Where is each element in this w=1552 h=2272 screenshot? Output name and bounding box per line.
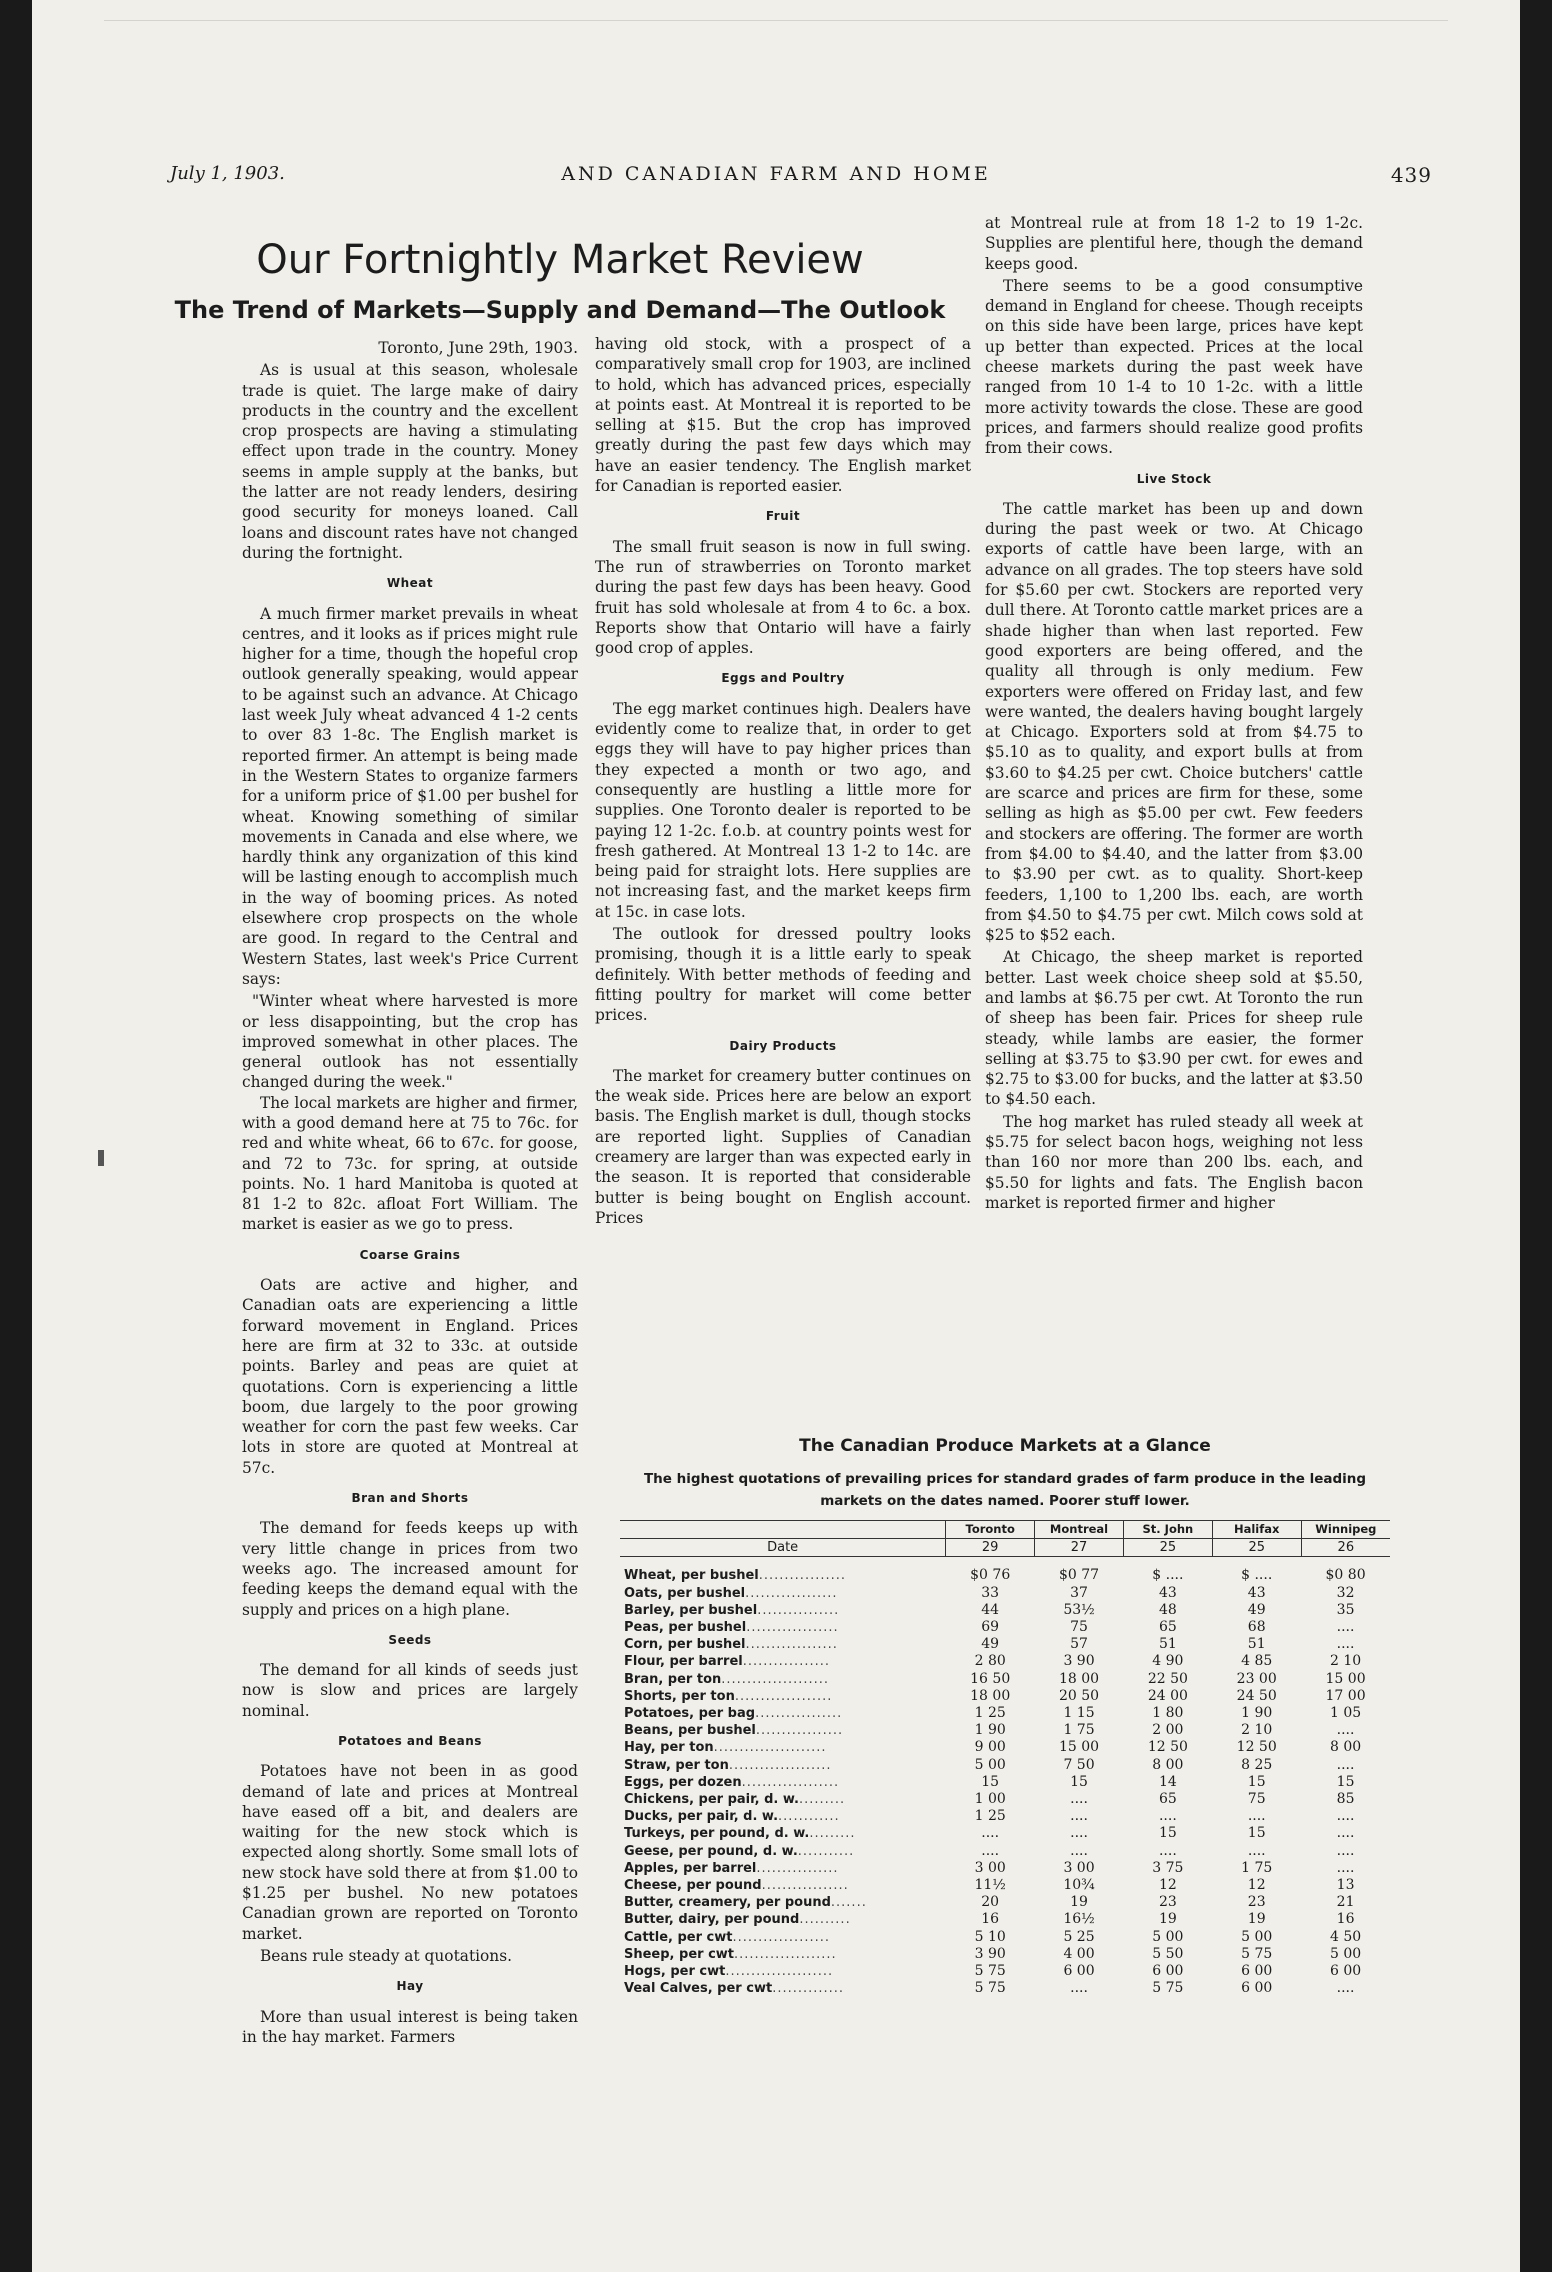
table-row	[620, 1808, 1390, 1825]
price-cell: 5 10	[974, 1928, 1006, 1945]
price-cell: 3 00	[974, 1859, 1006, 1876]
price-cell: 5 75	[1152, 1980, 1184, 1997]
price-cell: 65	[1158, 1619, 1177, 1636]
article-headline: Our Fortnightly Market Review	[256, 236, 864, 283]
price-cell: 5 75	[974, 1963, 1006, 1980]
table-header-markets	[620, 1521, 1390, 1539]
leader-dots: .....................	[721, 1671, 830, 1687]
commodity-label: Potatoes, per bag	[624, 1706, 756, 1722]
commodity-cell	[620, 1585, 946, 1602]
section-heading: Fruit	[765, 509, 801, 524]
commodity-label: Straw, per ton	[624, 1757, 729, 1773]
price-cell: 5 50	[1152, 1945, 1184, 1962]
leader-dots: ...................	[732, 1929, 830, 1945]
market-header: Winnipeg	[1301, 1521, 1390, 1539]
price-cell: ....	[1336, 1808, 1355, 1825]
price-cell: 1 75	[1063, 1722, 1095, 1739]
price-cell: 75	[1247, 1791, 1266, 1808]
price-cell: 1 25	[974, 1705, 1006, 1722]
price-cell: ....	[1070, 1980, 1088, 1997]
paragraph: The local markets are higher and firmer, with a good demand here at 75 to 76c. for red and white wheat, 66 to 67c. for goose, and 72 to 73c. for spring, at outside points. No. 1 hard Manitoba is quoted at 81 1-2 to 82c. afloat Fort William. The market is easier as we go to press.	[242, 1093, 578, 1234]
price-cell: 16	[981, 1911, 1000, 1928]
price-cell: 23 00	[1236, 1670, 1277, 1687]
price-cell: 4 50	[1329, 1928, 1362, 1945]
price-cell: 15 00	[1325, 1670, 1366, 1687]
leader-dots: .........	[809, 1826, 856, 1842]
price-cell: 35	[1336, 1601, 1355, 1618]
issue-date: July 1, 1903.	[170, 163, 285, 184]
price-cell: 18 00	[970, 1687, 1011, 1704]
price-cell: 4 90	[1152, 1653, 1184, 1670]
price-cell: ....	[1070, 1791, 1088, 1808]
price-cell: 6 00	[1152, 1963, 1184, 1980]
price-cell: 12 50	[1147, 1739, 1188, 1756]
table-header-days	[620, 1539, 1390, 1557]
price-cell: 10¾	[1063, 1877, 1095, 1894]
leader-dots: .....................	[725, 1964, 834, 1980]
price-cell: $0 77	[1058, 1567, 1100, 1584]
price-cell: 15	[1247, 1773, 1266, 1790]
price-cell: 75	[1070, 1619, 1088, 1636]
price-cell: 5 25	[1063, 1928, 1095, 1945]
price-cell: 3 90	[1063, 1653, 1095, 1670]
commodity-cell	[620, 1757, 946, 1774]
price-cell: 19	[1158, 1911, 1177, 1928]
price-cell: 1 05	[1329, 1705, 1362, 1722]
commodity-cell	[620, 1860, 946, 1877]
price-cell: 19	[1247, 1911, 1266, 1928]
price-cell: 5 00	[1241, 1928, 1273, 1945]
price-cell: 12	[1247, 1877, 1266, 1894]
price-cell: 12	[1158, 1877, 1177, 1894]
price-cell: 2 10	[1329, 1653, 1362, 1670]
price-cell: 7 50	[1063, 1756, 1095, 1773]
price-cell: 57	[1070, 1636, 1088, 1653]
commodity-cell	[620, 1636, 946, 1653]
price-cell: 65	[1158, 1791, 1177, 1808]
price-cell: 6 00	[1241, 1963, 1273, 1980]
price-cell: 21	[1336, 1894, 1355, 1911]
price-cell: 44	[981, 1601, 1000, 1618]
price-cell: 1 15	[1063, 1705, 1095, 1722]
leader-dots: ..........	[799, 1912, 851, 1928]
price-cell: 1 75	[1241, 1859, 1273, 1876]
price-cell: 37	[1070, 1584, 1088, 1601]
commodity-label: Turkeys, per pound, d. w.	[624, 1826, 810, 1842]
paragraph: Oats are active and higher, and Canadian oats are experiencing a little forward movement in England. Prices here are firm at 32 to 33c. at outside points. Barley and peas are quiet at quotations. Corn is experiencing a little boom, due largely to the poor growing weather for corn the past few weeks. Car lots in store are quoted at Montreal at 57c.	[242, 1276, 578, 1477]
commodity-cell	[620, 1791, 946, 1808]
article-dateline: Toronto, June 29th, 1903.	[378, 339, 578, 357]
commodity-label: Hay, per ton	[624, 1740, 714, 1756]
price-cell: ....	[1070, 1808, 1088, 1825]
table-row	[620, 1774, 1390, 1791]
table-row	[620, 1929, 1390, 1946]
price-cell: 6 00	[1063, 1963, 1095, 1980]
commodity-cell	[620, 1619, 946, 1636]
leader-dots: ..................	[746, 1620, 839, 1636]
article-column-2	[595, 334, 971, 1230]
price-cell: 5 00	[1152, 1928, 1184, 1945]
table-row	[620, 1963, 1390, 1980]
market-day-header: 25	[1212, 1539, 1301, 1557]
section-heading: Potatoes and Beans	[338, 1734, 482, 1748]
market-day-header: 26	[1301, 1539, 1390, 1557]
market-header: Halifax	[1212, 1521, 1301, 1539]
price-cell: 1 90	[1241, 1705, 1273, 1722]
price-cell: 24 00	[1147, 1687, 1188, 1704]
price-cell: 14	[1158, 1773, 1177, 1790]
price-cell: 15	[981, 1773, 1000, 1790]
article-column-3	[985, 213, 1363, 1215]
table-row	[620, 1911, 1390, 1928]
commodity-cell	[620, 1946, 946, 1963]
price-cell: ....	[981, 1825, 1000, 1842]
price-cell: 9 00	[974, 1739, 1006, 1756]
leader-dots: .................	[758, 1568, 846, 1584]
newspaper-page	[32, 0, 1520, 2272]
price-cell: 5 00	[1329, 1945, 1362, 1962]
commodity-cell	[620, 1929, 946, 1946]
paragraph: Beans rule steady at quotations.	[260, 1946, 513, 1965]
commodity-label: Barley, per bushel	[624, 1602, 758, 1618]
commodity-cell	[620, 1557, 946, 1585]
commodity-label: Cheese, per pound	[624, 1878, 762, 1894]
price-cell: $0 80	[1325, 1567, 1366, 1584]
price-cell: 8 25	[1241, 1756, 1273, 1773]
commodity-cell	[620, 1894, 946, 1911]
price-cell: 20 50	[1058, 1687, 1100, 1704]
leader-dots: ...................	[734, 1688, 833, 1704]
table-body	[620, 1557, 1390, 1998]
page-number: 439	[1390, 163, 1432, 187]
commodity-label: Shorts, per ton	[624, 1688, 735, 1704]
paragraph: The demand for all kinds of seeds just now is slow and prices are largely nominal.	[242, 1661, 578, 1720]
price-cell: 53½	[1063, 1601, 1095, 1618]
price-cell: 4 85	[1241, 1653, 1273, 1670]
leader-dots: ................	[756, 1860, 839, 1876]
price-cell: 43	[1158, 1584, 1177, 1601]
market-day-header: 25	[1123, 1539, 1212, 1557]
table-row	[620, 1825, 1390, 1842]
price-cell: 22 50	[1147, 1670, 1188, 1687]
leader-dots: .................	[742, 1654, 830, 1670]
article-subheadline: The Trend of Markets—Supply and Demand—The Outlook	[174, 295, 946, 324]
price-cell: 2 10	[1241, 1722, 1273, 1739]
table-row	[620, 1636, 1390, 1653]
paragraph: Potatoes have not been in as good demand of late and prices at Montreal have eased off a bit, and dealers are waiting for the new stock which is expected along shortly. Some small lots of new stock have sold there at from $1.00 to $1.25 per bushel. No new potatoes Canadian grown are reported on Toronto market.	[242, 1762, 578, 1943]
article-column-1	[242, 338, 578, 2049]
paragraph: The small fruit season is now in full swing. The run of strawberries on Toronto market during the past few days has been heavy. Good fruit has sold wholesale at from 4 to 6c. a box. Reports show that Ontario will have a fairly good crop of apples.	[595, 537, 971, 658]
commodity-cell	[620, 1877, 946, 1894]
paragraph: The egg market continues high. Dealers have evidently come to realize that, in order to get eggs they will have to pay higher prices than they expected a month or two ago, and consequently are hustling a little more for supplies. One Toronto dealer is reported to be paying 12 1-2c. f.o.b. at country points west for fresh gathered. At Montreal 13 1-2 to 14c. are being paid for straight lots. Here supplies are not increasing fast, and the market keeps firm at 15c. in case lots.	[595, 699, 971, 921]
paragraph: The cattle market has been up and down during the past week or two. At Chicago exports of cattle have been large, with an advance on all grades. The top steers have sold for $5.60 per cwt. Stockers are reported very dull there. At Toronto cattle market prices are a shade higher than when last reported. Few good exporters are being offered, and the quality all through is only medium. Few exporters were offered on Friday last, and few were wanted, the dealers having bought largely at Chicago. Exporters sold at from $4.75 to $5.10 as to quality, and export bulls at from $3.60 to $4.25 per cwt. Choice butchers' cattle are scarce and prices are firm for these, some selling as high as $5.00 per cwt. Few feeders and stockers are offering. The former are worth from $4.00 to $4.40, and the latter from $3.00 to $3.90 per cwt. as to quality. Short-keep feeders, 1,100 to 1,200 lbs. each, are worth from $4.50 to $4.75 per cwt. Milch cows sold at $25 to $52 each.	[985, 499, 1363, 945]
price-cell: ....	[1247, 1842, 1266, 1859]
leader-dots: ....................	[734, 1946, 837, 1962]
leader-dots: .........	[798, 1792, 846, 1808]
table-row	[620, 1722, 1390, 1739]
table-row	[620, 1705, 1390, 1722]
leader-dots: ....................	[728, 1757, 832, 1773]
price-cell: 3 90	[974, 1945, 1006, 1962]
price-cell: 5 75	[1241, 1945, 1273, 1962]
running-title: AND CANADIAN FARM AND HOME	[561, 163, 991, 185]
table-row	[620, 1877, 1390, 1894]
price-cell: 15 00	[1058, 1739, 1100, 1756]
price-cell: 32	[1336, 1584, 1355, 1601]
market-header: Toronto	[946, 1521, 1035, 1539]
price-cell: ....	[1158, 1808, 1177, 1825]
commodity-label: Sheep, per cwt	[624, 1946, 735, 1962]
price-cell: 23	[1158, 1894, 1177, 1911]
market-header: St. John	[1123, 1521, 1212, 1539]
price-cell: 6 00	[1241, 1980, 1273, 1997]
leader-dots: .................	[755, 1706, 843, 1722]
price-cell: 8 00	[1329, 1739, 1362, 1756]
commodity-cell	[620, 1963, 946, 1980]
price-cell: 4 00	[1063, 1945, 1095, 1962]
market-header: Montreal	[1035, 1521, 1124, 1539]
commodity-cell	[620, 1739, 946, 1756]
leader-dots: ..................	[745, 1585, 838, 1601]
commodity-label: Apples, per barrel	[624, 1860, 757, 1876]
table-row	[620, 1585, 1390, 1602]
price-cell: 18 00	[1058, 1670, 1100, 1687]
price-cell: ....	[1336, 1756, 1355, 1773]
table-row	[620, 1791, 1390, 1808]
commodity-label: Beans, per bushel	[624, 1723, 756, 1739]
commodity-cell	[620, 1825, 946, 1842]
section-heading: Hay	[396, 1979, 424, 1994]
paragraph: More than usual interest is being taken in the hay market. Farmers	[242, 2007, 578, 2046]
leader-dots: ............	[778, 1809, 840, 1825]
table-caption-line-1: The highest quotations of prevailing prices for standard grades of farm produce in the leading	[643, 1471, 1367, 1487]
commodity-label: Chickens, per pair, d. w.	[624, 1792, 799, 1808]
paragraph: at Montreal rule at from 18 1-2 to 19 1-2c. Supplies are plentiful here, though the demand keeps good.	[985, 214, 1363, 273]
table-row	[620, 1653, 1390, 1670]
paragraph: As is usual at this season, wholesale trade is quiet. The large make of dairy products in the country and the excellent crop prospects are having a stimulating effect upon trade in the country. Money seems in ample supply at the banks, but the latter are not ready lenders, desiring good security for moneys loaned. Call loans and discount rates have not changed during the fortnight.	[242, 361, 578, 562]
commodity-cell	[620, 1722, 946, 1739]
commodity-cell	[620, 1602, 946, 1619]
commodity-label: Veal Calves, per cwt	[624, 1981, 773, 1997]
price-cell: 49	[1247, 1601, 1266, 1618]
leader-dots: ...................	[741, 1774, 840, 1790]
table-row	[620, 1946, 1390, 1963]
price-cell: ....	[981, 1842, 1000, 1859]
table-row	[620, 1688, 1390, 1705]
leader-dots: .................	[761, 1878, 849, 1894]
paragraph: having old stock, with a prospect of a comparatively small crop for 1903, are inclined to hold, which has advanced prices, especially at points east. At Montreal it is reported to be selling at $15. But the crop has improved greatly during the past few days which may have an easier tendency. The English market for Canadian is reported easier.	[595, 335, 971, 496]
price-cell: ....	[1247, 1808, 1266, 1825]
commodity-cell	[620, 1980, 946, 1997]
table-caption	[620, 1468, 1390, 1512]
paragraph: The outlook for dressed poultry looks promising, though it is a little early to speak definitely. With better methods of feeding and fitting poultry for market will come better prices.	[595, 925, 971, 1025]
price-cell: 15	[1158, 1825, 1177, 1842]
table-row	[620, 1860, 1390, 1877]
leader-dots: ..............	[772, 1981, 845, 1997]
price-cell: 1 00	[974, 1791, 1006, 1808]
paragraph: The demand for feeds keeps up with very little change in prices from two weeks ago. The increased amount for feeding keeps the demand equal with the supply and prices on a high plane.	[242, 1519, 578, 1619]
price-cell: ....	[1336, 1825, 1355, 1842]
commodity-label: Corn, per bushel	[624, 1637, 746, 1653]
price-cell: ....	[1336, 1619, 1355, 1636]
section-heading: Live Stock	[1136, 471, 1212, 486]
section-heading: Seeds	[388, 1632, 432, 1647]
top-rule	[104, 20, 1448, 21]
price-cell: 3 00	[1063, 1859, 1095, 1876]
price-cell: 1 90	[974, 1722, 1006, 1739]
leader-dots: .......	[830, 1895, 867, 1911]
price-cell: $ ....	[1241, 1567, 1273, 1584]
table-row	[620, 1843, 1390, 1860]
price-cell: 2 00	[1152, 1722, 1184, 1739]
leader-dots: ...........	[797, 1843, 855, 1859]
price-cell: $0 76	[970, 1567, 1011, 1584]
price-cell: 69	[981, 1619, 1000, 1636]
price-cell: ....	[1336, 1722, 1355, 1739]
section-heading: Bran and Shorts	[351, 1491, 469, 1506]
table-row	[620, 1894, 1390, 1911]
commodity-label: Eggs, per dozen	[624, 1774, 742, 1790]
price-cell: 8 00	[1152, 1756, 1184, 1773]
price-cell: 16½	[1063, 1911, 1095, 1928]
price-cell: 85	[1336, 1791, 1355, 1808]
table-row	[620, 1980, 1390, 1997]
table-row	[620, 1739, 1390, 1756]
commodity-label: Ducks, per pair, d. w.	[624, 1809, 779, 1825]
section-heading: Coarse Grains	[359, 1247, 461, 1262]
price-cell: 3 75	[1152, 1859, 1184, 1876]
commodity-cell	[620, 1705, 946, 1722]
date-header: Date	[620, 1539, 946, 1557]
price-cell: 17 00	[1325, 1687, 1366, 1704]
price-cell: 15	[1070, 1773, 1088, 1790]
price-cell: 68	[1247, 1619, 1266, 1636]
price-cell: 20	[981, 1894, 1000, 1911]
price-cell: 24 50	[1236, 1687, 1277, 1704]
price-cell: 1 80	[1152, 1705, 1184, 1722]
section-heading: Wheat	[386, 576, 434, 591]
price-cell: 49	[981, 1636, 1000, 1653]
price-cell: 16 50	[970, 1670, 1011, 1687]
commodity-label: Oats, per bushel	[624, 1585, 746, 1601]
price-cell: ....	[1070, 1825, 1088, 1842]
commodity-label: Butter, creamery, per pound	[624, 1895, 831, 1911]
paragraph: The hog market has ruled steady all week at $5.75 for select bacon hogs, weighing not less than 160 nor more than 200 lbs. each, and $5.50 for lights and fats. The English bacon market is reported firmer and higher	[985, 1112, 1363, 1212]
header-blank	[620, 1521, 946, 1539]
commodity-cell	[620, 1774, 946, 1791]
table-title: The Canadian Produce Markets at a Glance	[799, 1436, 1211, 1456]
leader-dots: .................	[755, 1723, 844, 1739]
commodity-cell	[620, 1671, 946, 1688]
leader-dots: ..................	[745, 1637, 838, 1653]
price-cell: ....	[1336, 1980, 1355, 1997]
commodity-cell	[620, 1843, 946, 1860]
market-day-header: 29	[946, 1539, 1035, 1557]
price-cell: ....	[1070, 1842, 1088, 1859]
commodity-label: Cattle, per cwt	[624, 1929, 733, 1945]
price-cell: ....	[1158, 1842, 1177, 1859]
price-cell: 6 00	[1329, 1963, 1362, 1980]
commodity-label: Wheat, per bushel	[624, 1568, 759, 1584]
commodity-label: Bran, per ton	[624, 1671, 722, 1687]
table-row	[620, 1671, 1390, 1688]
commodity-label: Flour, per barrel	[624, 1654, 743, 1670]
commodity-label: Peas, per bushel	[624, 1620, 747, 1636]
price-cell: 15	[1247, 1825, 1266, 1842]
commodity-cell	[620, 1653, 946, 1670]
commodity-label: Butter, dairy, per pound	[624, 1912, 800, 1928]
price-cell: ....	[1336, 1842, 1355, 1859]
produce-markets-table-section	[620, 1436, 1390, 1997]
price-cell: 13	[1336, 1877, 1355, 1894]
price-cell: 48	[1158, 1601, 1177, 1618]
price-cell: 15	[1336, 1773, 1355, 1790]
price-cell: 16	[1336, 1911, 1355, 1928]
section-heading: Eggs and Poultry	[721, 671, 845, 686]
price-cell: 19	[1070, 1894, 1088, 1911]
table-row	[620, 1602, 1390, 1619]
commodity-cell	[620, 1808, 946, 1825]
commodity-label: Hogs, per cwt	[624, 1964, 726, 1980]
leader-dots: ......................	[713, 1740, 827, 1756]
commodity-cell	[620, 1688, 946, 1705]
price-cell: 2 80	[974, 1653, 1006, 1670]
scan-mark	[98, 1150, 104, 1166]
market-day-header: 27	[1035, 1539, 1124, 1557]
paragraph: A much firmer market prevails in wheat centres, and it looks as if prices might rule higher for a time, though the hopeful crop outlook generally speaking, would appear to be against such an advance. At Chicago last week July wheat advanced 4 1-2 cents to over 83 1-8c. The English market is reported firmer. An attempt is being made in the Western States to organize farmers for a uniform price of $1.00 per bushel for wheat. Knowing something of similar movements in Canada and else where, we hardly think any organization of this kind will be lasting enough to accomplish much in the way of booming prices. As noted elsewhere crop prospects on the whole are good. In regard to the Central and Western States, last week's Price Current says:	[242, 604, 578, 988]
paragraph: "Winter wheat where harvested is more or less disappointing, but the crop has improved somewhat in other places. The general outlook has not essentially changed during the week."	[242, 992, 578, 1092]
commodity-label: Geese, per pound, d. w.	[624, 1843, 798, 1859]
price-cell: ....	[1336, 1859, 1355, 1876]
price-cell: $ ....	[1152, 1567, 1184, 1584]
price-cell: 11½	[974, 1877, 1006, 1894]
table-row	[620, 1757, 1390, 1774]
commodity-cell	[620, 1911, 946, 1928]
leader-dots: ................	[757, 1602, 840, 1618]
section-heading: Dairy Products	[729, 1038, 837, 1053]
price-cell: 12 50	[1236, 1739, 1277, 1756]
price-cell: 51	[1247, 1636, 1266, 1653]
price-cell: 33	[981, 1584, 1000, 1601]
paragraph: The market for creamery butter continues on the weak side. Prices here are below an export basis. The English market is dull, though stocks are reported light. Supplies of Canadian creamery are larger than was expected early in the season. It is reported that considerable butter is being bought on English account. Prices	[595, 1066, 971, 1227]
price-cell: ....	[1336, 1636, 1355, 1653]
price-cell: 1 25	[974, 1808, 1006, 1825]
price-cell: 43	[1247, 1584, 1266, 1601]
table-row	[620, 1619, 1390, 1636]
produce-prices-table	[620, 1520, 1390, 1997]
price-cell: 23	[1247, 1894, 1266, 1911]
paragraph: At Chicago, the sheep market is reported better. Last week choice sheep sold at $5.50, and lambs at $6.75 per cwt. At Toronto the run of sheep has been fair. Prices for sheep rule steady, while lambs are easier, the former selling at $3.75 to $3.90 per cwt. for ewes and $2.75 to $3.00 for bucks, and the latter at $3.50 to $4.50 each.	[985, 948, 1363, 1109]
paragraph: There seems to be a good consumptive demand in England for cheese. Though receipts on this side have been large, prices have kept up better than expected. Prices at the local cheese markets during the past week have ranged from 10 1-4 to 10 1-2c. with a little more activity towards the close. These are good prices, and farmers should realize good profits from their cows.	[985, 276, 1363, 458]
table-caption-line-2: markets on the dates named. Poorer stuff lower.	[820, 1493, 1190, 1509]
price-cell: 51	[1158, 1636, 1177, 1653]
price-cell: 5 75	[974, 1980, 1006, 1997]
table-row	[620, 1557, 1390, 1585]
price-cell: 5 00	[974, 1756, 1006, 1773]
